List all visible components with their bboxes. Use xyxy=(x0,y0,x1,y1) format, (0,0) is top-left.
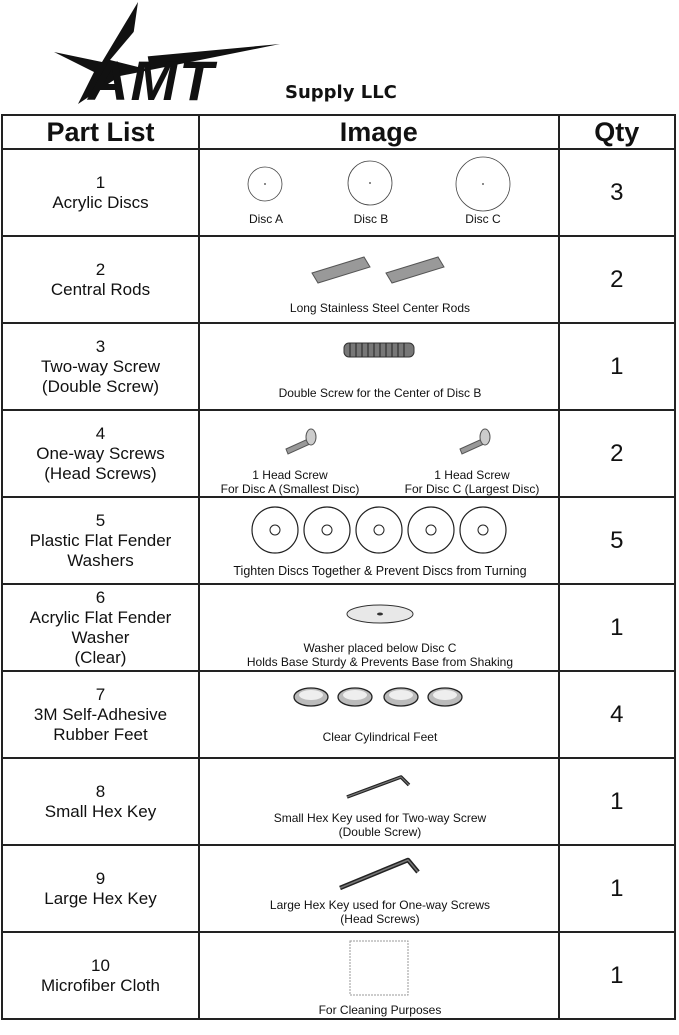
table-row xyxy=(2,758,675,845)
part-number: 9 xyxy=(95,868,106,888)
part-name-cell xyxy=(2,845,199,932)
table-row xyxy=(2,410,675,497)
part-image-cell xyxy=(199,758,559,845)
washer-icon xyxy=(406,508,456,552)
part-name-cell xyxy=(2,584,199,671)
rubber-foot-icon xyxy=(382,686,420,708)
washer-icon xyxy=(354,508,404,552)
caption-screw-c xyxy=(392,468,552,496)
disc-icon xyxy=(245,164,285,204)
part-name: Central Rods xyxy=(50,279,151,299)
part-number: 8 xyxy=(95,781,106,801)
part-name: Acrylic Discs xyxy=(52,192,149,212)
qty-cell: 1 xyxy=(559,845,675,932)
washer-icon xyxy=(250,508,300,552)
double-screw-icon xyxy=(342,340,418,362)
caption-rods: Long Stainless Steel Center Rods xyxy=(289,301,471,315)
table-header xyxy=(2,115,675,149)
caption-line: 1 Head Screw xyxy=(252,468,328,482)
table-row xyxy=(2,671,675,758)
part-name: Plastic Flat Fender xyxy=(29,530,172,550)
part-number: 7 xyxy=(95,684,106,704)
part-name-detail: Washer xyxy=(71,627,130,647)
caption-large-hex xyxy=(200,898,560,926)
header-part-list: Part List xyxy=(2,115,199,149)
qty-cell: 1 xyxy=(559,758,675,845)
header-image: Image xyxy=(199,115,559,149)
qty-cell: 3 xyxy=(559,149,675,236)
part-name-detail: Washers xyxy=(67,550,134,570)
part-name: Small Hex Key xyxy=(44,801,157,821)
part-name-detail: (Head Screws) xyxy=(44,463,157,483)
part-name: Microfiber Cloth xyxy=(40,975,160,995)
part-name: One-way Screws xyxy=(36,443,165,463)
rubber-foot-icon xyxy=(336,686,374,708)
caption-cloth: For Cleaning Purposes xyxy=(318,1003,442,1017)
qty-cell: 1 xyxy=(559,323,675,410)
part-name: Large Hex Key xyxy=(44,888,157,908)
clear-washer-icon xyxy=(345,601,415,627)
table-row xyxy=(2,149,675,236)
caption-line: For Disc A (Smallest Disc) xyxy=(220,482,360,496)
part-name-cell xyxy=(2,497,199,584)
caption-line: (Double Screw) xyxy=(338,825,422,839)
part-number: 10 xyxy=(91,955,110,975)
caption-screw-a xyxy=(210,468,370,496)
caption-feet: Clear Cylindrical Feet xyxy=(322,730,438,744)
part-image-cell xyxy=(199,149,559,236)
head-screw-icon xyxy=(284,427,324,455)
parts-table xyxy=(1,114,676,1020)
caption-disc-c: Disc C xyxy=(465,212,501,226)
caption-line: Small Hex Key used for Two-way Screw xyxy=(273,811,487,825)
caption-line: 1 Head Screw xyxy=(434,468,510,482)
part-number: 5 xyxy=(95,510,106,530)
part-name: Acrylic Flat Fender xyxy=(29,607,172,627)
caption-line: (Head Screws) xyxy=(340,912,420,926)
part-name-detail: (Clear) xyxy=(74,647,127,667)
company-subtitle: Supply LLC xyxy=(285,82,397,103)
caption-line: Large Hex Key used for One-way Screws xyxy=(269,898,491,912)
qty-cell: 2 xyxy=(559,410,675,497)
table-row xyxy=(2,932,675,1019)
part-image-cell xyxy=(199,845,559,932)
rod-icon xyxy=(382,249,452,283)
caption-line: Holds Base Sturdy & Prevents Base from Shaking xyxy=(246,655,514,669)
part-name-cell xyxy=(2,758,199,845)
table-row xyxy=(2,845,675,932)
part-image-cell xyxy=(199,410,559,497)
caption-line: For Disc C (Largest Disc) xyxy=(404,482,540,496)
logo-text: AMT xyxy=(88,49,216,112)
disc-icon xyxy=(345,158,395,208)
part-name-detail: Rubber Feet xyxy=(53,724,148,744)
caption-washers: Tighten Discs Together & Prevent Discs from Turning xyxy=(233,564,527,578)
part-image-cell xyxy=(199,932,559,1019)
part-name-cell xyxy=(2,932,199,1019)
part-name-detail: (Double Screw) xyxy=(41,376,160,396)
cloth-icon xyxy=(348,939,412,999)
part-image-cell xyxy=(199,584,559,671)
part-name-cell xyxy=(2,671,199,758)
disc-icon xyxy=(453,154,513,214)
qty-cell: 1 xyxy=(559,932,675,1019)
part-name-cell xyxy=(2,149,199,236)
caption-disc-a: Disc A xyxy=(248,212,283,226)
header-qty: Qty xyxy=(559,115,675,149)
qty-cell: 1 xyxy=(559,584,675,671)
washer-icon xyxy=(458,508,508,552)
part-number: 6 xyxy=(95,587,106,607)
rubber-foot-icon xyxy=(292,686,330,708)
part-name-cell xyxy=(2,323,199,410)
caption-disc-b: Disc B xyxy=(353,212,389,226)
caption-double-screw: Double Screw for the Center of Disc B xyxy=(278,386,482,400)
head-screw-icon xyxy=(458,427,498,455)
caption-small-hex xyxy=(200,811,560,839)
part-number: 3 xyxy=(95,336,106,356)
hex-key-icon xyxy=(338,854,422,892)
qty-cell: 5 xyxy=(559,497,675,584)
table-row xyxy=(2,236,675,323)
table-row xyxy=(2,497,675,584)
part-name: 3M Self-Adhesive xyxy=(33,704,168,724)
part-image-cell xyxy=(199,671,559,758)
part-number: 1 xyxy=(95,172,106,192)
caption-clear-washer xyxy=(200,641,560,669)
qty-cell: 2 xyxy=(559,236,675,323)
part-image-cell xyxy=(199,236,559,323)
part-image-cell xyxy=(199,323,559,410)
washer-icon xyxy=(302,508,352,552)
part-number: 2 xyxy=(95,259,106,279)
part-name-cell xyxy=(2,236,199,323)
hex-key-icon xyxy=(345,771,415,801)
table-row xyxy=(2,323,675,410)
rod-icon xyxy=(308,249,378,283)
caption-line: Washer placed below Disc C xyxy=(303,641,457,655)
part-image-cell xyxy=(199,497,559,584)
part-name: Two-way Screw xyxy=(40,356,160,376)
part-name-cell xyxy=(2,410,199,497)
table-row xyxy=(2,584,675,671)
part-number: 4 xyxy=(95,423,106,443)
qty-cell: 4 xyxy=(559,671,675,758)
rubber-foot-icon xyxy=(426,686,464,708)
